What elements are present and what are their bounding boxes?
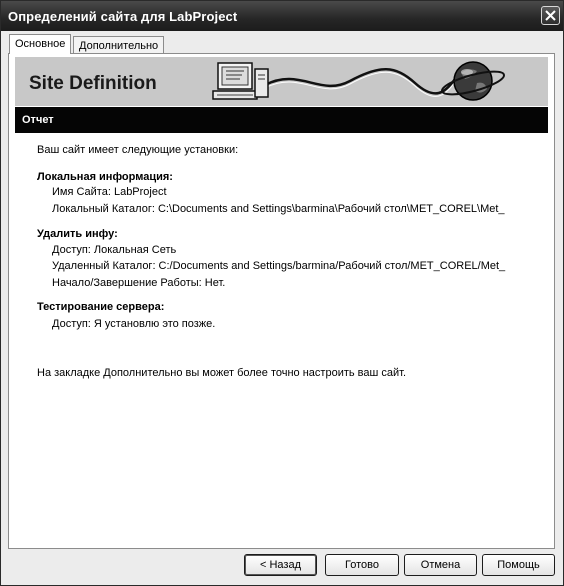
tab-advanced[interactable]: Дополнительно [73, 36, 164, 54]
testing-server-heading: Тестирование сервера: [37, 301, 165, 313]
remote-checkout: Начало/Завершение Работы: Нет. [52, 277, 226, 289]
close-icon [545, 10, 556, 21]
close-button[interactable] [541, 6, 560, 25]
section-header [15, 107, 548, 133]
done-button[interactable] [325, 554, 399, 576]
tab-basic[interactable]: Основное [9, 34, 71, 54]
testing-server-access: Доступ: Я установлю это позже. [52, 318, 216, 330]
remote-folder: Удаленный Каталог: C:/Documents and Settings/barmina/Рабочий стол/MET_COREL/Met_ [52, 260, 506, 272]
remote-info-heading: Удалить инфу: [37, 228, 118, 240]
summary-intro: Ваш сайт имеет следующие установки: [37, 144, 239, 156]
help-button[interactable] [482, 554, 555, 576]
tab-panel [8, 53, 555, 549]
cancel-button-label: Отмена [420, 559, 461, 571]
cancel-button[interactable] [404, 554, 477, 576]
back-button[interactable] [244, 554, 317, 576]
done-button-label: Готово [345, 559, 379, 571]
title-bar[interactable] [1, 1, 563, 31]
advanced-tab-hint: На закладке Дополнительно вы может более точно настроить ваш сайт. [37, 367, 407, 379]
section-title: Отчет [22, 114, 54, 126]
local-root-folder: Локальный Каталог: C:\Documents and Settings\barmina\Рабочий стол\MET_COREL\Met_ [52, 203, 505, 215]
banner-title: Site Definition [29, 73, 157, 94]
local-site-name: Имя Сайта: LabProject [52, 186, 167, 198]
help-button-label: Помощь [497, 559, 540, 571]
wizard-banner [15, 57, 548, 106]
back-button-label: < Назад [260, 559, 301, 571]
remote-access: Доступ: Локальная Сеть [52, 244, 177, 256]
local-info-heading: Локальная информация: [37, 171, 173, 183]
window-title: Определений сайта для LabProject [8, 9, 238, 24]
